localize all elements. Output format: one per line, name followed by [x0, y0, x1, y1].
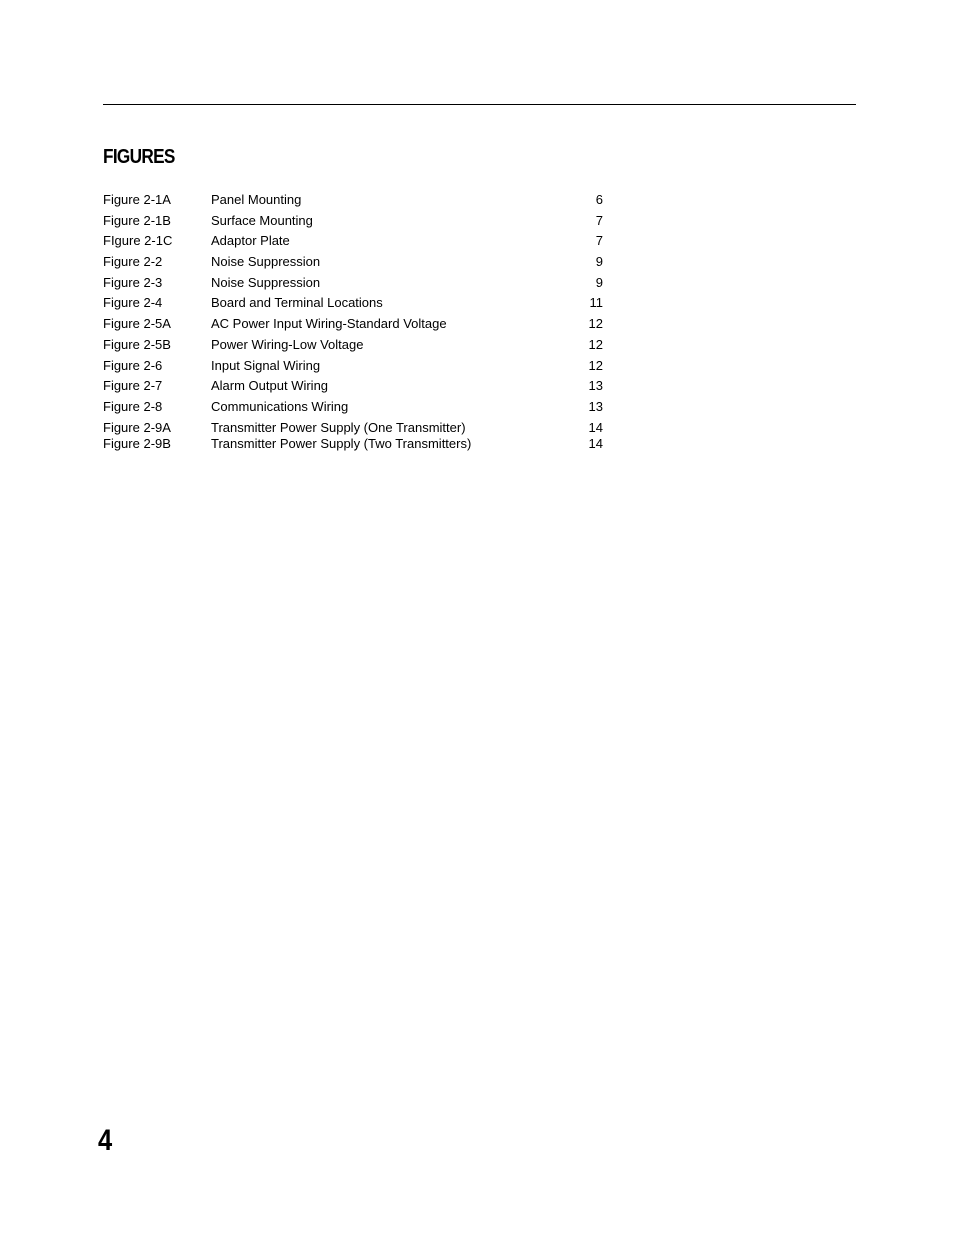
figure-title: Alarm Output Wiring: [211, 378, 329, 394]
figure-title: Communications Wiring: [211, 398, 349, 414]
figure-entry: [103, 293, 603, 314]
figures-list: [103, 190, 603, 454]
figure-entry: [103, 376, 603, 397]
figure-number: Figure 2-9A: [103, 419, 171, 435]
figure-page: 13: [588, 398, 603, 414]
figure-page: 12: [588, 336, 603, 352]
figure-number: Figure 2-1B: [103, 212, 171, 228]
figure-number: Figure 2-2: [103, 254, 163, 270]
figure-entry: [103, 434, 603, 455]
figure-page: 14: [588, 419, 603, 435]
figure-title: Noise Suppression: [211, 254, 321, 270]
figure-number: Figure 2-6: [103, 357, 163, 373]
figure-title: Board and Terminal Locations: [211, 295, 383, 311]
figure-number: Figure 2-7: [103, 378, 163, 394]
figure-number: Figure 2-5B: [103, 336, 171, 352]
figure-title: Power Wiring-Low Voltage: [211, 336, 364, 352]
figure-title: Adaptor Plate: [211, 233, 290, 249]
figure-entry: [103, 418, 603, 434]
figure-page: 7: [595, 212, 603, 228]
figure-title: Transmitter Power Supply (One Transmitter): [211, 419, 466, 435]
figure-title: Noise Suppression: [211, 274, 321, 290]
figure-page: 7: [595, 233, 603, 249]
figure-title: AC Power Input Wiring-Standard Voltage: [211, 316, 447, 332]
figure-page: 13: [588, 378, 603, 394]
figure-title: Input Signal Wiring: [211, 357, 321, 373]
figure-entry: [103, 356, 603, 377]
figure-number: FIgure 2-1C: [103, 233, 173, 249]
page-heading: FIGURES: [103, 146, 175, 168]
figure-number: Figure 2-4: [103, 295, 163, 311]
figure-entry: [103, 211, 603, 232]
figure-entry: [103, 231, 603, 252]
figure-entry: [103, 190, 603, 211]
figure-page: 9: [595, 274, 603, 290]
figure-entry: [103, 314, 603, 335]
figure-page: 6: [595, 192, 603, 207]
page-number: 4: [98, 1124, 113, 1157]
figure-page: 12: [588, 357, 603, 373]
figure-page: 9: [595, 254, 603, 270]
figure-title: Transmitter Power Supply (Two Transmitters): [211, 435, 472, 451]
figure-title: Panel Mounting: [211, 192, 302, 207]
figure-entry: [103, 273, 603, 294]
figure-number: Figure 2-1A: [103, 192, 171, 207]
figure-number: Figure 2-9B: [103, 435, 171, 451]
figure-page: 11: [589, 295, 603, 311]
figure-page: 14: [588, 435, 603, 451]
figure-number: Figure 2-8: [103, 398, 163, 414]
figure-entry: [103, 252, 603, 273]
figure-page: 12: [588, 316, 603, 332]
figure-entry: [103, 397, 603, 418]
figure-title: Surface Mounting: [211, 212, 313, 228]
figure-number: Figure 2-5A: [103, 316, 171, 332]
figure-entry: [103, 335, 603, 356]
figure-number: Figure 2-3: [103, 274, 163, 290]
header-rule: [103, 104, 856, 105]
